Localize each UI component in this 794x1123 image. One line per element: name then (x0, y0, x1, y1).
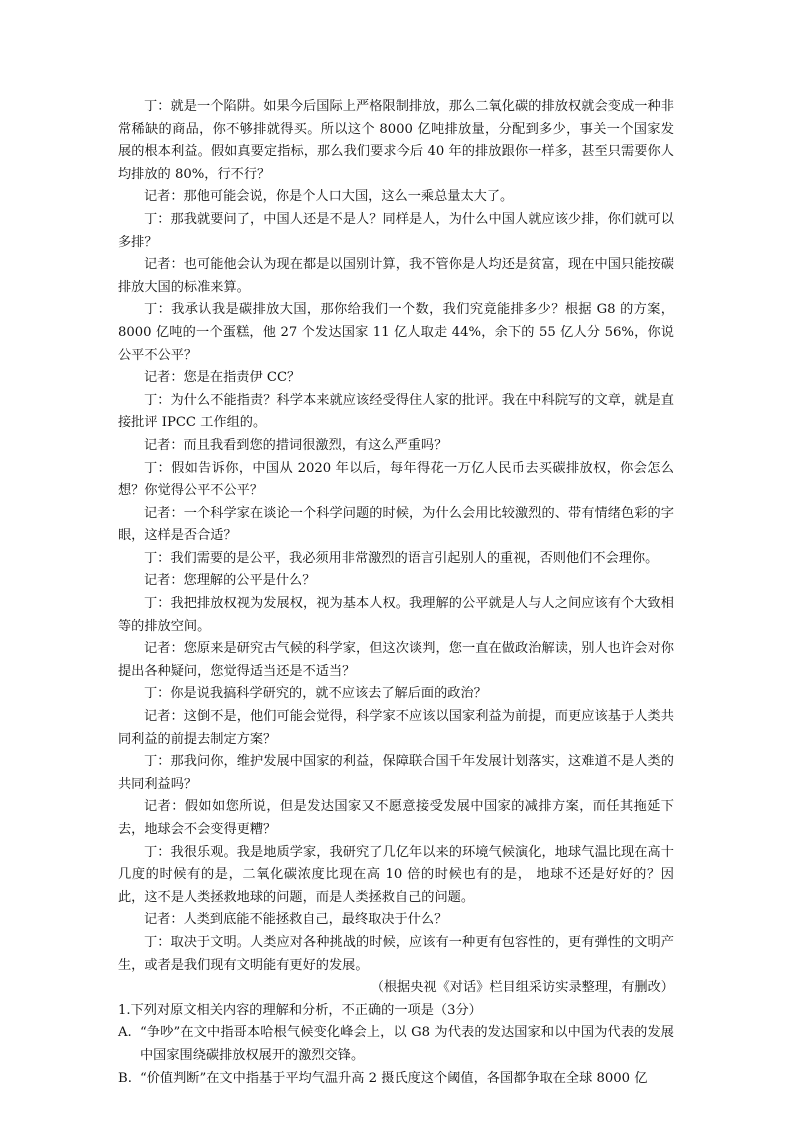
dialogue-paragraph: 记者：这倒不是，他们可能会觉得，科学家不应该以国家利益为前提，而更应该基于人类共同利益的前提去制定方案？ (118, 709, 674, 747)
dialogue-paragraph: 丁：我把排放权视为发展权，视为基本人权。我理解的公平就是人与人之间应该有个大致相等的排放空间。 (118, 596, 674, 634)
option-b (118, 1068, 674, 1091)
dialogue-paragraph: 丁：我们需要的是公平，我必须用非常激烈的语言引起别人的重视，否则他们不会理你。 (144, 550, 659, 566)
dialogue-paragraph: 丁：你是说我搞科学研究的，就不应该去了解后面的政治？ (144, 686, 487, 702)
document-page (118, 96, 674, 1090)
option-a (118, 1022, 674, 1067)
dialogue-paragraph: 记者：也可能他会认为现在都是以国别计算，我不管你是人均还是贫富，现在中国只能按碳排放大国的标准来算。 (118, 257, 674, 295)
dialogue-paragraph: 记者：人类到底能不能拯救自己，最终取决于什么？ (144, 912, 448, 928)
dialogue-paragraph: 记者：您理解的公平是什么？ (144, 573, 316, 589)
source-citation: （根据央视《对话》栏目组采访实录整理，有删改） (370, 980, 674, 996)
dialogue-paragraph: 丁：那我问你，维护发展中国家的利益，保障联合国千年发展计划落实，这难道不是人类的共同利益吗？ (118, 754, 674, 792)
dialogue-paragraph: 丁：为什么不能指责？科学本来就应该经受得住人家的批评。我在中科院写的文章，就是直接批评 IPCC 工作组的。 (118, 392, 674, 431)
dialogue-paragraph: 丁：取决于文明。人类应对各种挑战的时候，应该有一种更有包容性的，更有弹性的文明产生，或者是我们现有文明能有更好的发展。 (118, 934, 674, 973)
dialogue-paragraph: 丁：我很乐观。我是地质学家，我研究了几亿年以来的环境气候演化，地球气温比现在高十几度的时候有的是，二氧化碳浓度比现在高 10 倍的时候也有的是， 地球不还是好好的？因此，这不是人类拯救地球的问题，而是人类拯救自己的问题。 (118, 844, 674, 905)
option-label: B. (118, 1070, 132, 1086)
option-text: “争吵”在文中指哥本哈根气候变化峰会上，以 G8 为代表的发达国家和以中国为代表的发展中国家围绕碳排放权展开的激烈交锋。 (140, 1025, 674, 1063)
dialogue-paragraph: 记者：您原来是研究古气候的科学家，但这次谈判，您一直在做政治解读，别人也许会对你提出各种疑问，您觉得适当还是不适当？ (118, 641, 674, 679)
dialogue-paragraph: 丁：假如告诉你，中国从 2020 年以后，每年得花一万亿人民币去买碳排放权，你会怎么想？你觉得公平不公平？ (118, 460, 674, 499)
dialogue-paragraph: 丁：那我就要问了，中国人还是不是人？同样是人，为什么中国人就应该少排，你们就可以多排？ (118, 211, 674, 250)
option-text: “价值判断”在文中指基于平均气温升高 2 摄氏度这个阈值，各国都争取在全球 8000 亿 (140, 1070, 648, 1086)
dialogue-paragraph: 记者：您是在指责伊 CC？ (144, 370, 301, 386)
option-label: A. (118, 1025, 132, 1041)
dialogue-paragraph: 丁：就是一个陷阱。如果今后国际上严格限制排放，那么二氧化碳的排放权就会变成一种非常稀缺的商品，你不够排就得买。所以这个 8000 亿吨排放量，分配到多少，事关一个国家发展的根本利益。假如真要定指标，那么我们要求今后 40 年的排放跟你一样多，甚至只需要你人均排放的 80%，行不行？ (118, 99, 674, 182)
dialogue-paragraph: 记者：那他可能会说，你是个人口大国，这么一乘总量太大了。 (144, 189, 514, 205)
question-stem: 1.下列对原文相关内容的理解和分析，不正确的一项是（3分） (118, 1002, 482, 1018)
dialogue-paragraph: 记者：假如如您所说，但是发达国家又不愿意接受发展中国家的减排方案，而任其拖延下去，地球会不会变得更糟？ (118, 799, 674, 837)
dialogue-paragraph: 记者：一个科学家在谈论一个科学问题的时候，为什么会用比较激烈的、带有情绪色彩的字眼，这样是否合适？ (118, 505, 674, 544)
dialogue-paragraph: 丁：我承认我是碳排放大国，那你给我们一个数，我们究竟能排多少？根据 G8 的方案，8000 亿吨的一个蛋糕，他 27 个发达国家 11 亿人取走 44%，余下的 55 亿人分 56%，你说公平不公平？ (118, 302, 674, 363)
dialogue-paragraph: 记者：而且我看到您的措词很激烈，有这么严重吗？ (144, 437, 448, 453)
